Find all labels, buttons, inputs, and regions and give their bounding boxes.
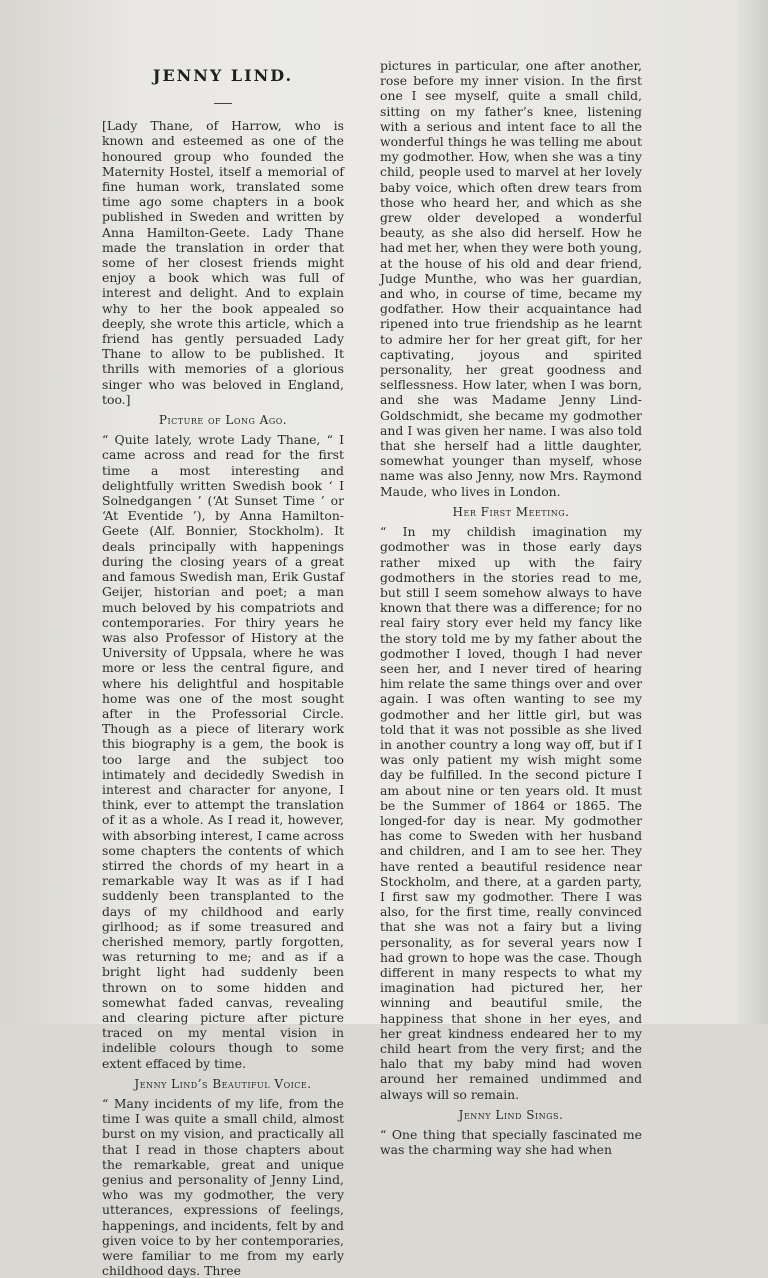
page-spine-shadow <box>738 0 768 1024</box>
section-heading-beautiful-voice: Jenny Lind’s Beautiful Voice. <box>134 1076 312 1091</box>
title-rule <box>214 103 232 104</box>
right-paragraph-1: pictures in particular, one after another, rose before my inner vision. In the first one I see myself, quite a small child, sitting on my father’s knee, listening with a serious and intent face to all the wonderful things he was telling me about my godmother. How, when she was a tiny child, people used to marvel at her lovely baby voice, which often drew tears from those who heard her, and which as she grew older developed a wonderful beauty, as she also did herself. How he had met her, when they were both young, at the house of his old and dear friend, Judge Munthe, who was her guardian, and who, in course of time, became my godfather. How their acquaintance had ripened into true friendship as he learnt to admire her for her great gift, for her captivating, joyous and spirited personality, her great goodness and selflessness. How later, when I was born, and she was Madame Jenny Lind-Goldschmidt, she became my godmother and I was given her name. I was also told that she herself had a little daughter, somewhat younger than myself, whose name was also Jenny, now Mrs. Raymond Maude, who lives in London. <box>380 58 642 499</box>
left-column <box>102 60 344 1278</box>
right-column <box>380 58 642 1157</box>
article-title: JENNY LIND. <box>152 66 294 85</box>
section2-paragraph: “ Many incidents of my life, from the time I was quite a small child, almost burst on my vision, and practically all that I read in those chapters about the remarkable, great and unique genius and personality of Jenny Lind, who was my godmother, the very utterances, expressions of feelings, happenings, and incidents, felt by and given voice to by her contemporaries, were familiar to me from my early childhood days. Three <box>102 1096 344 1278</box>
intro-paragraph: [Lady Thane, of Harrow, who is known and esteemed as one of the honoured group who founded the Maternity Hostel, itself a memorial of fine human work, translated some time ago some chapters in a book published in Sweden and written by Anna Hamilton-Geete. Lady Thane made the translation in order that some of her closest friends might enjoy a book which was full of interest and delight. And to explain why to her the book appealed so deeply, she wrote this article, which a friend has gently persuaded Lady Thane to allow to be published. It thrills with memories of a glorious singer who was beloved in England, too.] <box>102 118 344 407</box>
section-heading-jenny-lind-sings: Jenny Lind Sings. <box>458 1107 564 1122</box>
section3-paragraph: “ In my childish imagination my godmother was in those early days rather mixed up with the fairy godmothers in the stories read to me, but still I seem somehow always to have known that there was a difference; for no real fairy story ever held my fancy like the story told me by my father about the godmother I loved, though I had never seen her, and I never tired of hearing him relate the same things over and over again. I was often wanting to see my godmother and her little girl, but was told that it was not possible as she lived in another country a long way off, but if I was only patient my wish might some day be fulfilled. In the second picture I am about nine or ten years old. It must be the Summer of 1864 or 1865. The longed-for day is near. My godmother has come to Sweden with her husband and children, and I am to see her. They have rented a beautiful residence near Stockholm, and there, at a garden party, I first saw my godmother. There I was also, for the first time, really convinced that she was not a fairy but a living personality, as for several years now I had grown to hope was the case. Though different in many respects to what my imagination had pictured her, her winning and beautiful smile, the happiness that shone in her eyes, and her great kindness endeared her to my child heart from the very first; and the halo that my baby mind had woven around her remained undimmed and always will so remain. <box>380 524 642 1102</box>
section-heading-picture-of-long-ago: Picture of Long Ago. <box>158 413 288 428</box>
section-heading-her-first-meeting: Her First Meeting. <box>452 504 570 519</box>
section1-paragraph: “ Quite lately, wrote Lady Thane, “ I came across and read for the first time a most interesting and delightfully written Swedish book ‘ I Solnedgangen ’ (‘At Sunset Time ’ or ‘At Eventide ’), by Anna Hamilton-Geete (Alf. Bonnier, Stockholm). It deals principally with happenings during the closing years of a great and famous Swedish man, Erik Gustaf Geijer, historian and poet; a man much beloved by his compatriots and contemporaries. For thiry years he was also Professor of History at the University of Uppsala, where he was more or less the central figure, and where his delightful and hospitable home was one of the most sought after in the Professorial Circle. Though as a piece of literary work this biography is a gem, the book is too large and the subject too intimately and decidedly Swedish in interest and character for anyone, I think, ever to attempt the translation of it as a whole. As I read it, however, with absorbing interest, I came across some chapters the contents of which stirred the chords of my heart in a remarkable way It was as if I had suddenly been transplanted to the days of my childhood and early girlhood; as if some treasured and cherished memory, partly forgotten, was returning to me; and as if a bright light had suddenly been thrown on to some hidden and somewhat faded canvas, revealing and clearing picture after picture traced on my mental vision in indelible colours though to some extent effaced by time. <box>102 432 344 1071</box>
section4-paragraph: “ One thing that specially fascinated me was the charming way she had when <box>380 1127 642 1158</box>
